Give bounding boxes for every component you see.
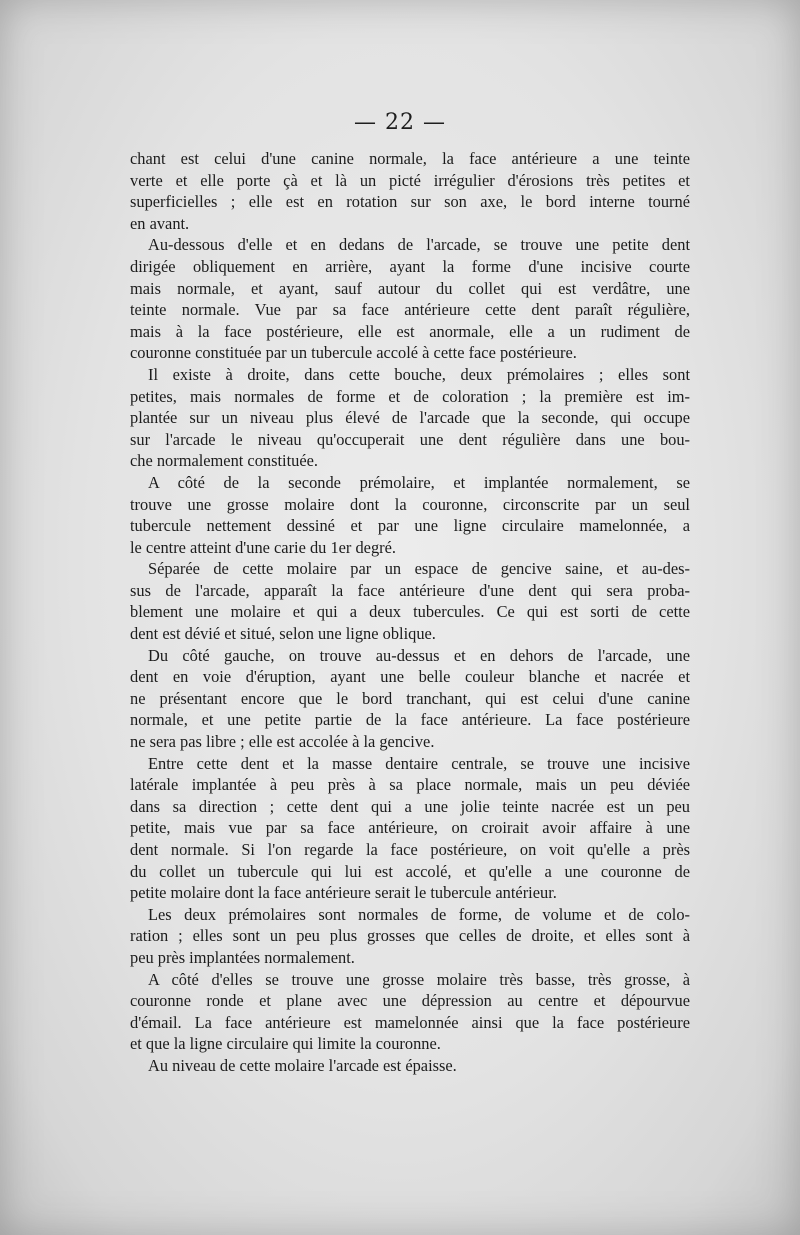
text-line: petite, mais vue par sa face antérieure, on croirait avoir affaire à une bbox=[130, 818, 690, 838]
text-line: petite molaire dont la face antérieure serait le tubercule antérieur. bbox=[130, 883, 557, 903]
text-line: A côté de la seconde prémolaire, et implantée normalement, se bbox=[148, 472, 690, 492]
text-line: trouve une grosse molaire dont la couronne, circonscrite par un seul bbox=[130, 494, 690, 514]
text-line: A côté d'elles se trouve une grosse molaire très basse, très grosse, à bbox=[148, 969, 690, 989]
text-line: dans sa direction ; cette dent qui a une jolie teinte nacrée est un peu bbox=[130, 796, 690, 816]
text-line: Les deux prémolaires sont normales de forme, de volume et de colo- bbox=[148, 904, 690, 924]
text-line: couronne constituée par un tubercule accolé à cette face postérieure. bbox=[130, 343, 577, 363]
text-line: peu près implantées normalement. bbox=[130, 947, 355, 967]
text-line: tubercule nettement dessiné et par une ligne circulaire mamelonnée, a bbox=[130, 516, 690, 536]
text-line: et que la ligne circulaire qui limite la couronne. bbox=[130, 1034, 441, 1054]
text-line: Du côté gauche, on trouve au-dessus et en dehors de l'arcade, une bbox=[148, 645, 690, 665]
text-line: dent en voie d'éruption, ayant une belle couleur blanche et nacrée et bbox=[130, 667, 690, 687]
text-line: verte et elle porte çà et là un picté irrégulier d'érosions très petites et bbox=[130, 170, 690, 190]
text-line: d'émail. La face antérieure est mamelonnée ainsi que la face postérieure bbox=[130, 1012, 690, 1032]
text-line: chant est celui d'une canine normale, la face antérieure a une teinte bbox=[130, 149, 690, 168]
text-line: sus de l'arcade, apparaît la face antérieure d'une dent qui sera proba- bbox=[130, 580, 690, 600]
page-number: — 22 — bbox=[354, 110, 446, 135]
text-line: Au niveau de cette molaire l'arcade est épaisse. bbox=[148, 1055, 457, 1075]
text-line: ne sera pas libre ; elle est accolée à la gencive. bbox=[130, 732, 435, 752]
text-line: ration ; elles sont un peu plus grosses que celles de droite, et elles sont à bbox=[130, 926, 690, 946]
text-line: superficielles ; elle est en rotation sur son axe, le bord interne tourné bbox=[130, 192, 690, 212]
text-line: ne présentant encore que le bord tranchant, qui est celui d'une canine bbox=[130, 688, 690, 708]
text-line: petites, mais normales de forme et de coloration ; la première est im- bbox=[130, 386, 690, 406]
text-line: mais à la face postérieure, elle est anormale, elle a un rudiment de bbox=[130, 321, 690, 341]
text-line: dent est dévié et situé, selon une ligne oblique. bbox=[130, 624, 436, 644]
text-line: mais normale, et ayant, sauf autour du collet qui est verdâtre, une bbox=[130, 278, 690, 298]
text-line: Il existe à droite, dans cette bouche, deux prémolaires ; elles sont bbox=[148, 364, 690, 384]
text-line: Entre cette dent et la masse dentaire centrale, se trouve une incisive bbox=[148, 753, 690, 773]
text-line: dent normale. Si l'on regarde la face postérieure, on voit qu'elle a près bbox=[130, 840, 690, 859]
text-line: normale, et une petite partie de la face antérieure. La face postérieure bbox=[130, 710, 690, 730]
text-line: teinte normale. Vue par sa face antérieure cette dent paraît régulière, bbox=[130, 300, 690, 320]
text-line: dirigée obliquement en arrière, ayant la forme d'une incisive courte bbox=[130, 256, 690, 276]
text-line: plantée sur un niveau plus élevé de l'arcade que la seconde, qui occupe bbox=[130, 408, 690, 428]
body-text bbox=[130, 148, 690, 1077]
text-line: sur l'arcade le niveau qu'occuperait une dent régulière dans une bou- bbox=[130, 429, 690, 449]
text-line: che normalement constituée. bbox=[130, 451, 318, 471]
text-line: Séparée de cette molaire par un espace de gencive saine, et au-des- bbox=[148, 559, 690, 579]
text-line: latérale implantée à peu près à sa place normale, mais un peu déviée bbox=[130, 775, 690, 795]
text-line: blement une molaire et qui a deux tubercules. Ce qui est sorti de cette bbox=[130, 602, 690, 622]
text-line: en avant. bbox=[130, 213, 190, 233]
text-line: Au-dessous d'elle et en dedans de l'arcade, se trouve une petite dent bbox=[148, 235, 690, 255]
text-line: du collet un tubercule qui lui est accolé, et qu'elle a une couronne de bbox=[130, 861, 690, 881]
text-line: couronne ronde et plane avec une dépression au centre et dépourvue bbox=[130, 991, 690, 1011]
text-line: le centre atteint d'une carie du 1er degré. bbox=[130, 537, 396, 557]
